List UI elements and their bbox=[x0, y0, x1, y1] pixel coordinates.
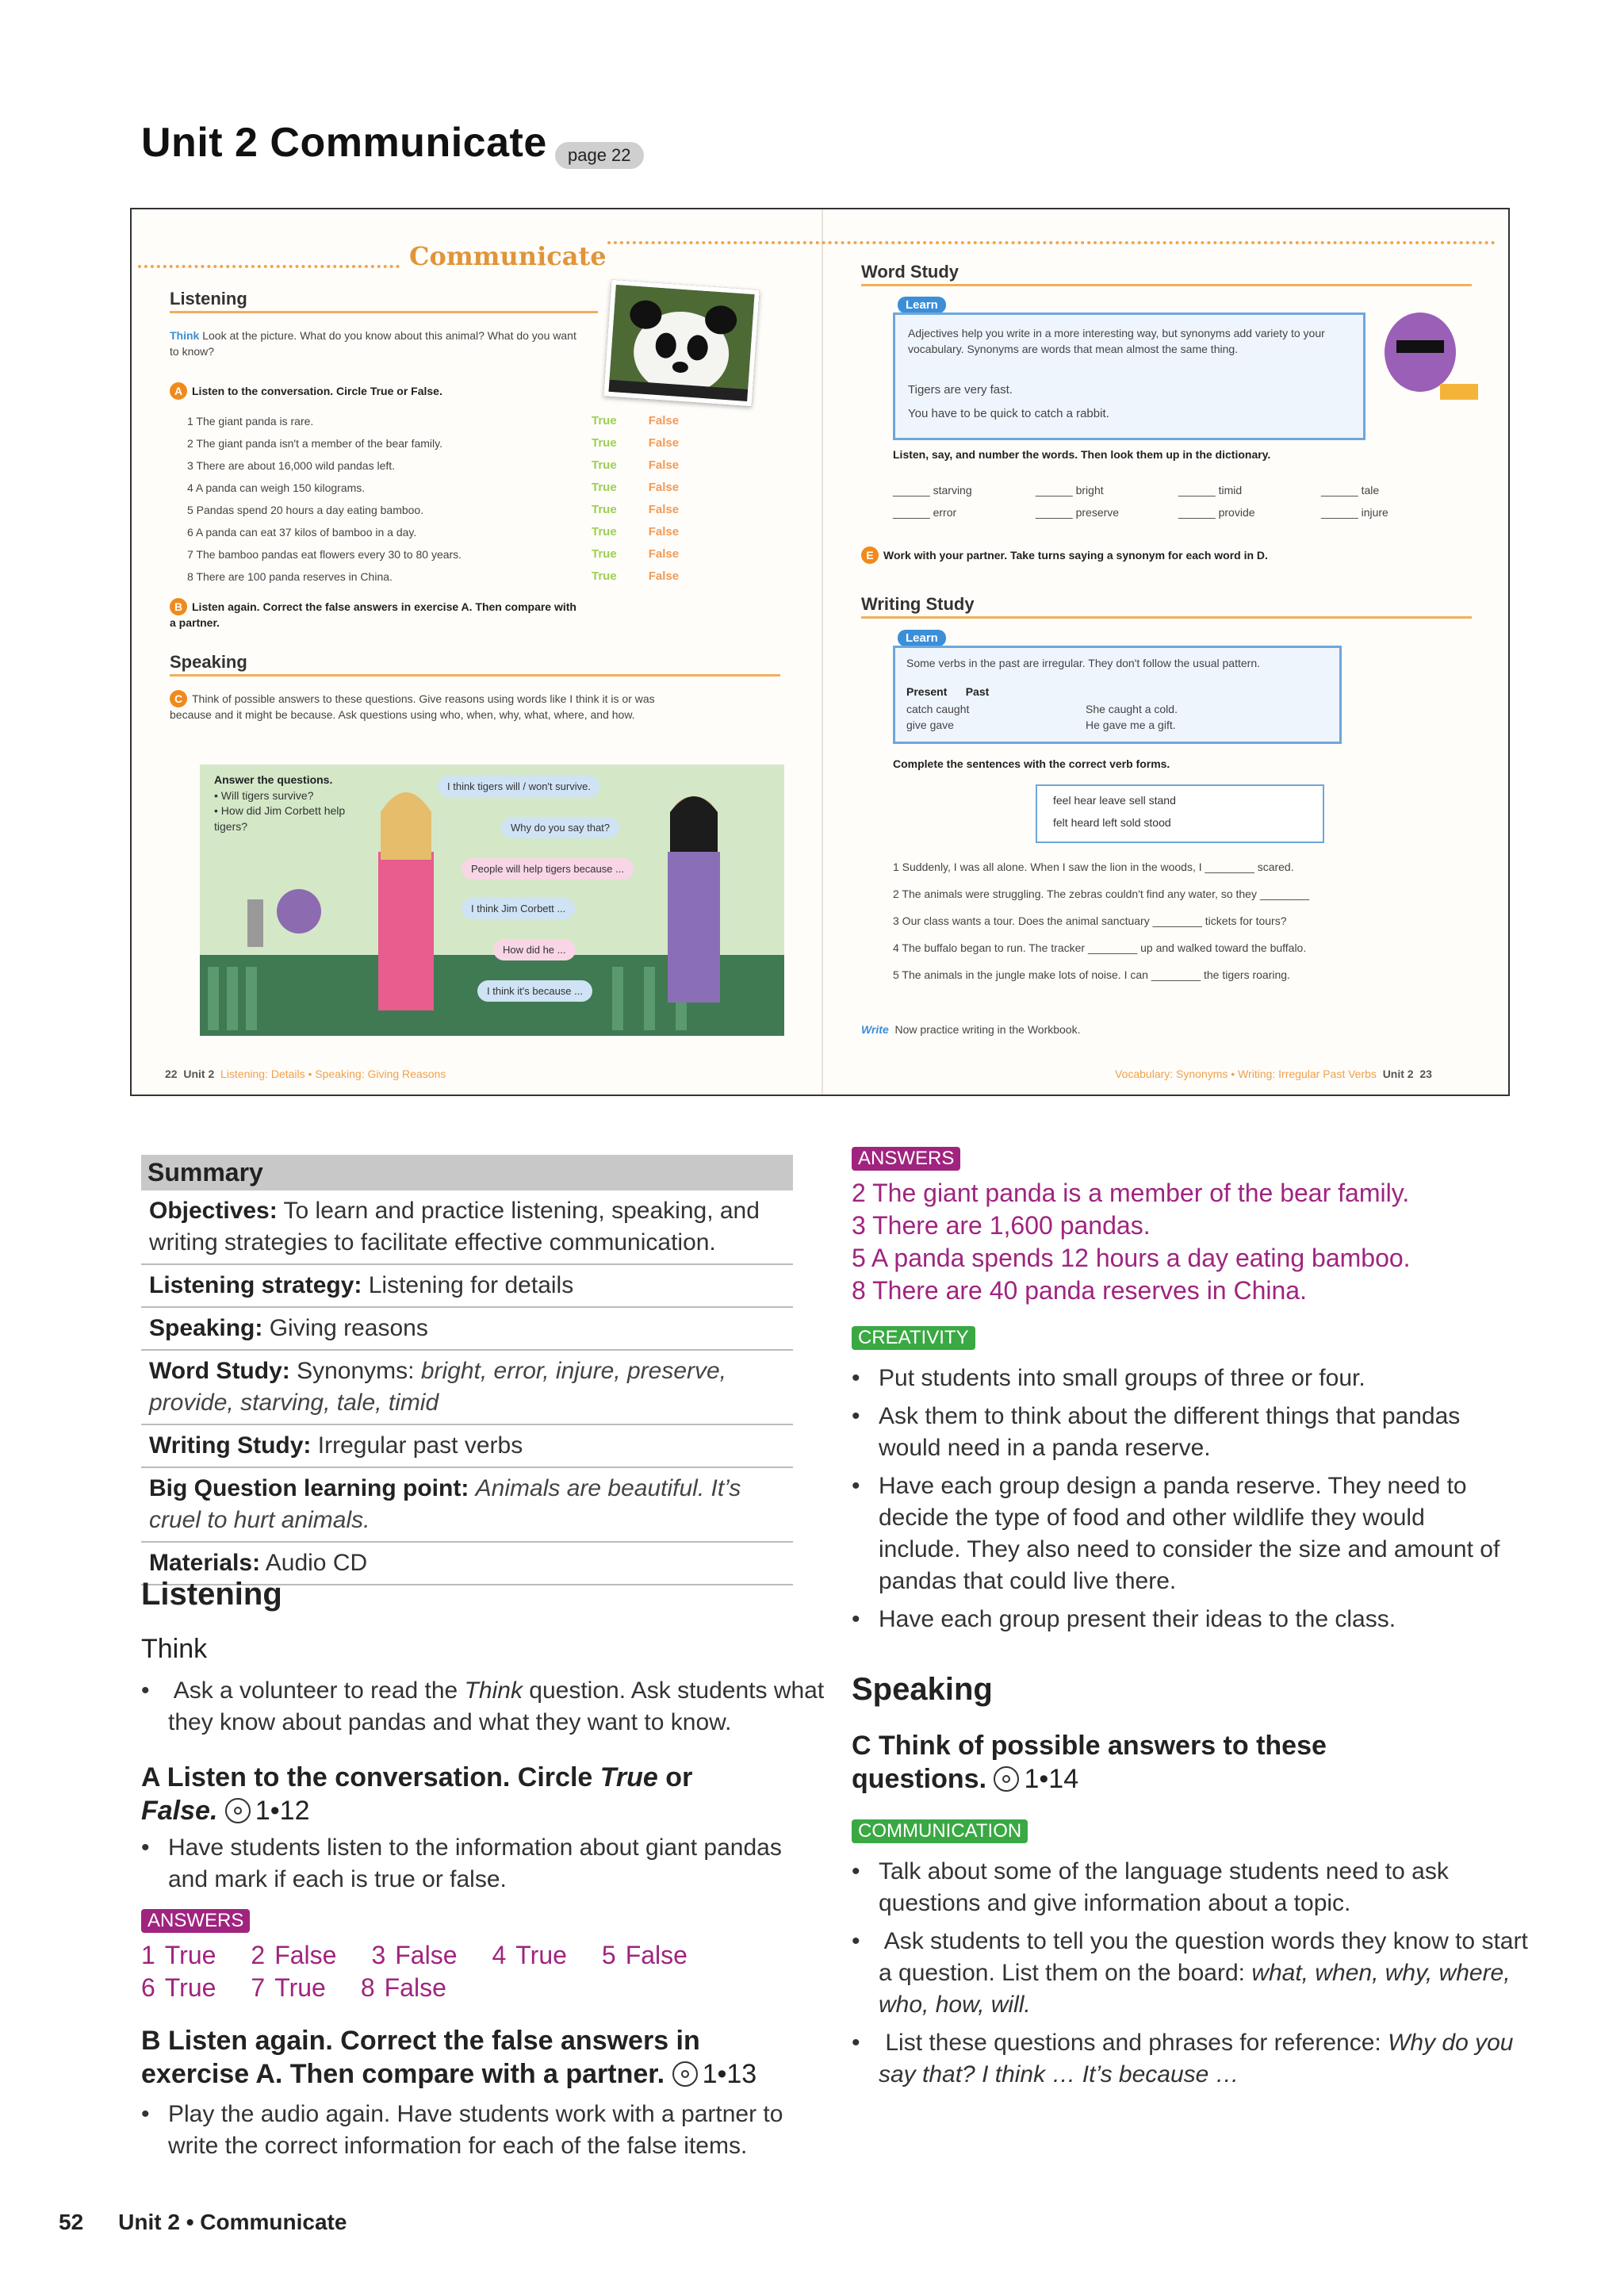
speech-bubble: People will help tigers because ... bbox=[462, 858, 634, 880]
creativity-bullet: • Have each group present their ideas to the class. bbox=[852, 1604, 1510, 1635]
answers-tag: ANSWERS bbox=[141, 1909, 250, 1933]
sp-vocab-word: ______ starving bbox=[893, 484, 972, 496]
true-option: True bbox=[592, 481, 617, 494]
false-option: False bbox=[648, 436, 680, 450]
answers-list bbox=[852, 1177, 1549, 1307]
answer-number: 6 bbox=[141, 1973, 155, 2002]
false-option: False bbox=[648, 569, 680, 583]
sp-vocab-word: ______ error bbox=[893, 506, 957, 519]
answer-item bbox=[141, 1973, 233, 2002]
sp-word-study-heading: Word Study bbox=[861, 262, 959, 282]
dotted-decoration bbox=[138, 265, 400, 268]
sp-vocab-word: ______ tale bbox=[1321, 484, 1380, 496]
answer-number: 3 bbox=[371, 1941, 386, 1969]
answer-item bbox=[141, 1941, 233, 1969]
sp-exercise-b: B Listen again. Correct the false answers in exercise A. Then compare with a partner. bbox=[170, 598, 582, 631]
answer-item bbox=[602, 1941, 705, 1969]
sp-sentence: 5 The animals in the jungle make lots of noise. I can ________ the tigers roaring. bbox=[893, 968, 1290, 981]
summary-materials: Materials: Audio CD bbox=[141, 1543, 793, 1585]
answer-item bbox=[492, 1941, 584, 1969]
answer-value: False bbox=[384, 1973, 446, 2002]
sp-exercise-c: C Think of possible answers to these questions. Give reasons using words like I think it is or was because and it might be because. Ask questions using who, when, why, what, where, and how. bbox=[170, 690, 685, 723]
true-option: True bbox=[592, 547, 617, 561]
answer-number: 8 bbox=[360, 1973, 375, 2002]
panda-photo bbox=[603, 280, 760, 407]
exercise-a-bullet: • Have students listen to the information about giant pandas and mark if each is true or false. bbox=[141, 1832, 802, 1896]
exercise-a-heading: A Listen to the conversation. Circle True or False. 1•12 bbox=[141, 1762, 693, 1826]
think-heading: Think bbox=[141, 1634, 208, 1664]
sp-speaking-heading: Speaking bbox=[170, 652, 247, 672]
learn-box-text: Some verbs in the past are irregular. They don't follow the usual pattern. bbox=[906, 657, 1260, 669]
verb-example: She caught a cold. bbox=[1086, 703, 1178, 715]
creativity-tag: CREATIVITY bbox=[852, 1326, 975, 1350]
answer-number: 7 bbox=[251, 1973, 266, 2002]
sp-tf-item: 3 There are about 16,000 wild pandas left. bbox=[187, 459, 396, 472]
answer-item bbox=[361, 1973, 464, 2002]
sp-true-false-options bbox=[592, 569, 679, 583]
scene-questions: Answer the questions. • Will tigers survive? • How did Jim Corbett help tigers? bbox=[214, 773, 346, 833]
false-option: False bbox=[648, 547, 680, 561]
answer-value: True bbox=[164, 1973, 216, 2002]
true-option: True bbox=[592, 436, 617, 450]
summary-objectives: Objectives: To learn and practice listening, speaking, and writing strategies to facilitate effective communication. bbox=[141, 1190, 793, 1265]
learn-box-text: Adjectives help you write in a more interesting way, but synonyms add variety to your vocabulary. Synonyms are words that mean almost the same thing. bbox=[908, 327, 1325, 355]
learn-example: You have to be quick to catch a rabbit. bbox=[908, 407, 1109, 420]
heading-rule bbox=[170, 311, 598, 313]
synonyms-learn-box bbox=[893, 312, 1365, 440]
verb-table-head: Present Past bbox=[906, 685, 990, 698]
creativity-bullet: • Have each group design a panda reserve. They need to decide the type of food and other wildlife they would include. They also need to consider the size and amount of pandas that could live there. bbox=[852, 1470, 1510, 1597]
heading-rule bbox=[170, 674, 780, 677]
sp-tf-item: 4 A panda can weigh 150 kilograms. bbox=[187, 481, 366, 494]
speech-bubble: I think Jim Corbett ... bbox=[462, 898, 575, 919]
think-bullet: • Ask a volunteer to read the Think question. Ask students what they know about pandas and what they want to know. bbox=[141, 1675, 826, 1739]
sp-true-false-options bbox=[592, 525, 679, 539]
sp-sentence: 1 Suddenly, I was all alone. When I saw the lion in the woods, I ________ scared. bbox=[893, 861, 1294, 873]
communicate-banner: Communicate bbox=[409, 241, 607, 271]
summary-speaking: Speaking: Giving reasons bbox=[141, 1308, 793, 1351]
speaking-heading: Speaking bbox=[852, 1672, 993, 1707]
learn-tag: Learn bbox=[898, 630, 946, 646]
answer-item bbox=[251, 1973, 343, 2002]
summary-listening: Listening strategy: Listening for details bbox=[141, 1265, 793, 1308]
dotted-decoration bbox=[607, 241, 1496, 244]
spread-gutter bbox=[822, 209, 823, 1095]
answer-value: False bbox=[274, 1941, 337, 1969]
summary-big-question: Big Question learning point: Animals are beautiful. It’s cruel to hurt animals. bbox=[141, 1468, 793, 1543]
sp-tf-item: 8 There are 100 panda reserves in China. bbox=[187, 570, 393, 583]
answers-row bbox=[141, 1972, 481, 2004]
sp-vocab-word: ______ timid bbox=[1178, 484, 1243, 496]
false-option: False bbox=[648, 481, 680, 494]
false-option: False bbox=[648, 525, 680, 539]
sp-tf-item: 2 The giant panda isn't a member of the bear family. bbox=[187, 437, 442, 450]
summary-heading: Summary bbox=[141, 1155, 793, 1190]
character-illustration bbox=[1361, 297, 1480, 416]
answer-item bbox=[371, 1941, 474, 1969]
sp-exercise-d-instr: Listen, say, and number the words. Then look them up in the dictionary. bbox=[893, 448, 1271, 461]
cd-icon bbox=[225, 1798, 251, 1823]
sp-writing-study-heading: Writing Study bbox=[861, 594, 975, 614]
sp-true-false-options bbox=[592, 547, 679, 561]
sp-write-prompt: Write Now practice writing in the Workbook. bbox=[861, 1023, 1081, 1036]
answer-number: 2 bbox=[251, 1941, 266, 1969]
sp-footer-left: 22 Unit 2 Listening: Details • Speaking: Giving Reasons bbox=[165, 1068, 446, 1080]
false-option: False bbox=[648, 458, 680, 472]
speaking-scene-illustration bbox=[200, 765, 784, 1036]
answers-tag: ANSWERS bbox=[852, 1147, 960, 1171]
sp-complete-instr: Complete the sentences with the correct verb forms. bbox=[893, 757, 1170, 770]
verb-row-past: felt heard left sold stood bbox=[1053, 816, 1171, 829]
sp-tf-item: 7 The bamboo pandas eat flowers every 30 to 80 years. bbox=[187, 548, 462, 561]
answer-number: 1 bbox=[141, 1941, 155, 1969]
true-option: True bbox=[592, 569, 617, 583]
sp-tf-item: 5 Pandas spend 20 hours a day eating bamboo. bbox=[187, 504, 424, 516]
communication-tag: COMMUNICATION bbox=[852, 1819, 1028, 1843]
communication-bullet: • Ask students to tell you the question words they know to start a question. List them on the board: what, when, why, where, who, how, will. bbox=[852, 1926, 1537, 2021]
page-title: Unit 2 Communicate bbox=[141, 120, 547, 166]
creativity-bullet: • Put students into small groups of three or four. bbox=[852, 1363, 1510, 1394]
answer-line: 8 There are 40 panda reserves in China. bbox=[852, 1276, 1307, 1305]
true-option: True bbox=[592, 458, 617, 472]
verb-example: He gave me a gift. bbox=[1086, 719, 1176, 731]
speech-bubble: Why do you say that? bbox=[501, 817, 619, 838]
verb-word-box bbox=[1036, 784, 1324, 843]
heading-rule bbox=[861, 284, 1472, 286]
sp-true-false-options bbox=[592, 436, 679, 450]
exercise-b-heading: B Listen again. Correct the false answers in exercise A. Then compare with a partner. 1•13 bbox=[141, 2026, 757, 2089]
answers-row bbox=[141, 1939, 722, 1972]
false-option: False bbox=[648, 503, 680, 516]
answer-value: True bbox=[164, 1941, 216, 1969]
speech-bubble: How did he ... bbox=[493, 939, 576, 960]
answer-item bbox=[251, 1941, 354, 1969]
sp-think: Think Look at the picture. What do you know about this animal? What do you want to know? bbox=[170, 329, 576, 358]
cd-icon bbox=[672, 2061, 698, 2087]
exercise-c-heading: C Think of possible answers to these questions. 1•14 bbox=[852, 1731, 1327, 1794]
sp-vocab-word: ______ provide bbox=[1178, 506, 1255, 519]
verb-pair: catch caught bbox=[906, 703, 970, 715]
summary-word-study: Word Study: Synonyms: bright, error, injure, preserve, provide, starving, tale, timid bbox=[141, 1351, 793, 1425]
heading-rule bbox=[861, 616, 1472, 619]
sp-listening-heading: Listening bbox=[170, 289, 247, 309]
answer-line: 5 A panda spends 12 hours a day eating bamboo. bbox=[852, 1244, 1411, 1272]
sp-footer-right: Vocabulary: Synonyms • Writing: Irregular Past Verbs Unit 2 23 bbox=[1115, 1068, 1432, 1080]
page-footer: 52 Unit 2 • Communicate bbox=[59, 2210, 347, 2234]
summary-writing-study: Writing Study: Irregular past verbs bbox=[141, 1425, 793, 1468]
sp-sentence: 4 The buffalo began to run. The tracker ________ up and walked toward the buffalo. bbox=[893, 941, 1307, 954]
sp-tf-item: 6 A panda can eat 37 kilos of bamboo in a day. bbox=[187, 526, 417, 539]
answer-value: True bbox=[274, 1973, 326, 2002]
sp-sentence: 3 Our class wants a tour. Does the animal sanctuary ________ tickets for tours? bbox=[893, 914, 1287, 927]
speech-bubble: I think tigers will / won't survive. bbox=[438, 776, 600, 797]
verb-row-present: feel hear leave sell stand bbox=[1053, 794, 1176, 807]
verb-pair: give gave bbox=[906, 719, 954, 731]
learn-tag: Learn bbox=[898, 297, 946, 313]
answer-value: True bbox=[515, 1941, 567, 1969]
true-option: True bbox=[592, 414, 617, 427]
learn-example: Tigers are very fast. bbox=[908, 383, 1013, 397]
sp-true-false-options bbox=[592, 414, 679, 427]
sp-tf-item: 1 The giant panda is rare. bbox=[187, 415, 314, 427]
sp-vocab-word: ______ injure bbox=[1321, 506, 1388, 519]
exercise-b-bullet: • Play the audio again. Have students work with a partner to write the correct information for each of the false items. bbox=[141, 2099, 826, 2162]
speech-bubble: I think it's because ... bbox=[477, 980, 592, 1002]
false-option: False bbox=[648, 414, 680, 427]
answer-number: 4 bbox=[492, 1941, 507, 1969]
summary-box bbox=[141, 1155, 793, 1585]
answer-line: 2 The giant panda is a member of the bear family. bbox=[852, 1179, 1410, 1207]
answer-number: 5 bbox=[601, 1941, 616, 1969]
true-option: True bbox=[592, 503, 617, 516]
sp-exercise-a: A Listen to the conversation. Circle True or False. bbox=[170, 382, 614, 400]
sp-exercise-e: E Work with your partner. Take turns saying a synonym for each word in D. bbox=[861, 546, 1464, 564]
cd-icon bbox=[994, 1766, 1019, 1792]
communication-bullet: • List these questions and phrases for reference: Why do you say that? I think … It’s because … bbox=[852, 2027, 1537, 2091]
sp-true-false-options bbox=[592, 481, 679, 494]
listening-heading: Listening bbox=[141, 1577, 282, 1612]
answer-line: 3 There are 1,600 pandas. bbox=[852, 1211, 1151, 1240]
student-book-spread bbox=[130, 208, 1510, 1096]
answer-value: False bbox=[625, 1941, 688, 1969]
creativity-bullet: • Ask them to think about the different things that pandas would need in a panda reserve. bbox=[852, 1401, 1510, 1464]
answer-value: False bbox=[395, 1941, 458, 1969]
sp-true-false-options bbox=[592, 503, 679, 516]
sp-true-false-options bbox=[592, 458, 679, 472]
true-option: True bbox=[592, 525, 617, 539]
sp-sentence: 2 The animals were struggling. The zebras couldn't find any water, so they ________ bbox=[893, 888, 1310, 900]
page-reference-badge: page 22 bbox=[555, 142, 644, 169]
past-verbs-learn-box bbox=[893, 646, 1342, 744]
sp-vocab-word: ______ preserve bbox=[1036, 506, 1120, 519]
sp-vocab-word: ______ bright bbox=[1036, 484, 1104, 496]
communication-bullet: • Talk about some of the language students need to ask questions and give information about a topic. bbox=[852, 1856, 1537, 1919]
creativity-list bbox=[852, 1363, 1510, 1642]
